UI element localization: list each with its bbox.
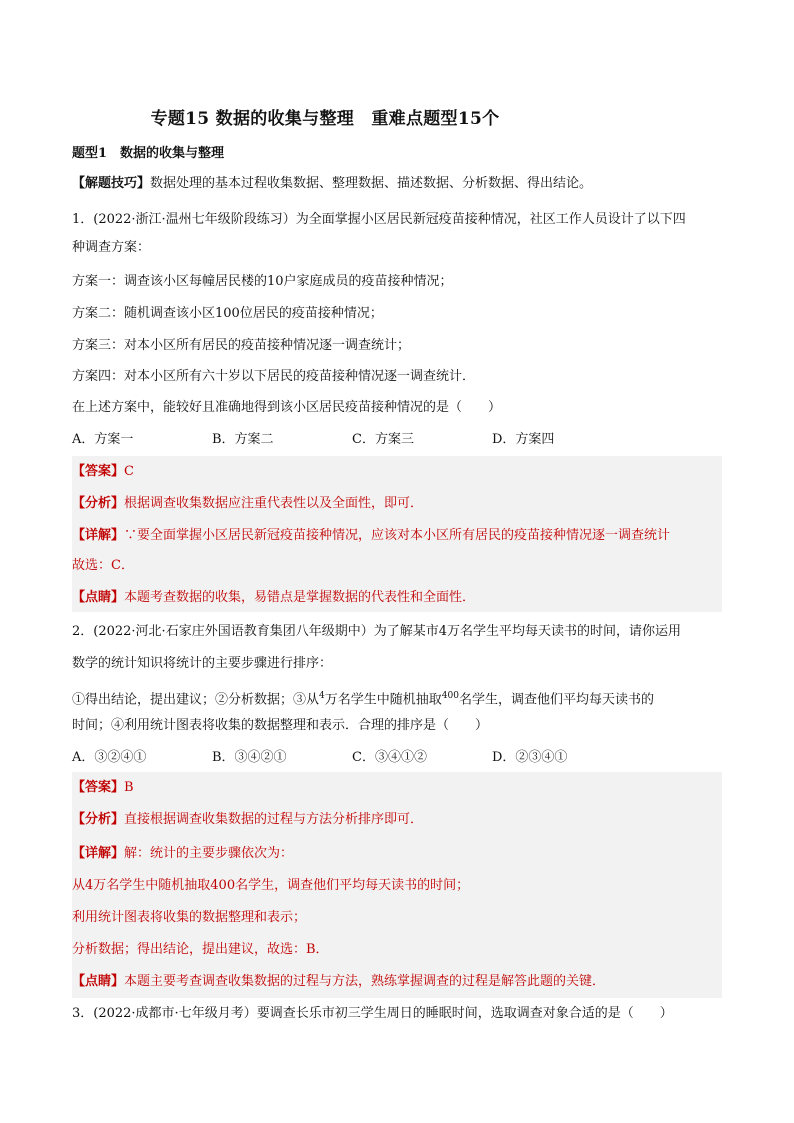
q1-options — [72, 430, 632, 450]
q1-analysis-text: 根据调查收集数据应注重代表性以及全面性，即可． — [124, 496, 424, 511]
q2-steps-sup1: 4 — [319, 691, 325, 701]
q2-option-a: A．③②④① — [72, 750, 147, 765]
q2-option-d: D．②③④① — [492, 750, 568, 765]
q2-analysis — [72, 810, 423, 830]
q2-option-c: C．③④①② — [352, 750, 427, 765]
q2-point-tag: 【点睛】 — [72, 974, 125, 989]
q1-detail — [72, 526, 670, 546]
section-heading: 题型1 数据的收集与整理 — [72, 146, 225, 161]
q1-option-d: D．方案四 — [492, 432, 555, 447]
q2-detail-line2: 从4万名学生中随机抽取400名学生，调查他们平均每天读书的时间； — [72, 878, 470, 893]
page-title: 专题15 数据的收集与整理 重难点题型15个 — [150, 109, 500, 129]
q1-option-b: B．方案二 — [212, 432, 274, 447]
tip-tag: 【解题技巧】 — [72, 176, 151, 191]
q2-point-text: 本题主要考查调查收集数据的过程与方法，熟练掌握调查的过程是解答此题的关键． — [124, 974, 606, 989]
q1-answer — [72, 462, 134, 482]
q2-steps-a: ①得出结论，提出建议；②分析数据；③从 — [72, 692, 320, 708]
q1-detail-text: ∵要全面掌握小区居民新冠疫苗接种情况，应该对本小区所有居民的疫苗接种情况逐一调查统计 — [124, 528, 671, 543]
q1-plan-4: 方案四：对本小区所有六十岁以下居民的疫苗接种情况逐一调查统计． — [72, 369, 476, 384]
q1-point — [72, 588, 475, 608]
q2-point — [72, 972, 605, 992]
q1-answer-value: C — [124, 464, 134, 479]
q2-stem-line1: 2．(2022·河北·石家庄外国语教育集团八年级期中）为了解某市4万名学生平均每天读书的时间，请你运用 — [72, 624, 681, 639]
q1-plan-3: 方案三：对本小区所有居民的疫苗接种情况逐一调查统计； — [72, 338, 411, 353]
q1-point-text: 本题考查数据的收集，易错点是掌握数据的代表性和全面性． — [124, 590, 476, 605]
q2-analysis-text: 直接根据调查收集数据的过程与方法分析排序即可． — [124, 812, 424, 827]
tip-line — [72, 174, 592, 194]
q1-point-tag: 【点睛】 — [72, 590, 125, 605]
q2-option-b: B．③④②① — [212, 750, 287, 765]
q1-plan-1: 方案一：调查该小区每幢居民楼的10户家庭成员的疫苗接种情况； — [72, 274, 453, 289]
tip-text: 数据处理的基本过程收集数据、整理数据、描述数据、分析数据、得出结论。 — [150, 176, 593, 191]
q1-detail-tag: 【详解】 — [72, 528, 125, 543]
q2-detail-tag: 【详解】 — [72, 846, 125, 861]
q1-stem-line1: 1．(2022·浙江·温州七年级阶段练习）为全面掌握小区居民新冠疫苗接种情况，社区工作人员设计了以下四 — [72, 212, 686, 227]
q1-analysis — [72, 494, 423, 514]
q3-stem-line1: 3．(2022·成都市·七年级月考）要调查长乐市初三学生周日的睡眠时间，选取调查对象合适的是（ ） — [72, 1006, 673, 1021]
q2-detail-text: 解：统计的主要步骤依次为： — [124, 846, 294, 861]
q1-detail-line2: 故选：C． — [72, 558, 134, 573]
q2-options — [72, 748, 632, 768]
q2-steps-line1 — [72, 686, 654, 710]
q2-steps-line2: 时间；④利用统计图表将收集的数据整理和表示．合理的排序是（ ） — [72, 718, 489, 733]
q1-question: 在上述方案中，能较好且准确地得到该小区居民疫苗接种情况的是（ ） — [72, 400, 502, 415]
q2-detail-line4: 分析数据；得出结论，提出建议，故选：B． — [72, 942, 329, 957]
q2-stem-line2: 数学的统计知识将统计的主要步骤进行排序： — [72, 656, 333, 671]
q1-analysis-tag: 【分析】 — [72, 496, 125, 511]
q2-detail — [72, 844, 293, 864]
q2-answer — [72, 778, 134, 798]
q1-option-c: C．方案三 — [352, 432, 414, 447]
q2-steps-c: 名学生，调查他们平均每天读书的 — [458, 692, 654, 708]
q2-steps-b: 万名学生中随机抽取 — [324, 692, 442, 708]
q2-answer-value: B — [124, 780, 134, 795]
q2-steps-sup2: 400 — [441, 691, 459, 701]
q1-option-a: A．方案一 — [72, 432, 134, 447]
q2-answer-tag: 【答案】 — [72, 780, 125, 795]
q1-plan-2: 方案二：随机调查该小区100位居民的疫苗接种情况； — [72, 306, 383, 321]
q1-stem-line2: 种调查方案： — [72, 240, 151, 255]
q1-answer-tag: 【答案】 — [72, 464, 125, 479]
q2-analysis-tag: 【分析】 — [72, 812, 125, 827]
q2-detail-line3: 利用统计图表将收集的数据整理和表示； — [72, 910, 307, 925]
